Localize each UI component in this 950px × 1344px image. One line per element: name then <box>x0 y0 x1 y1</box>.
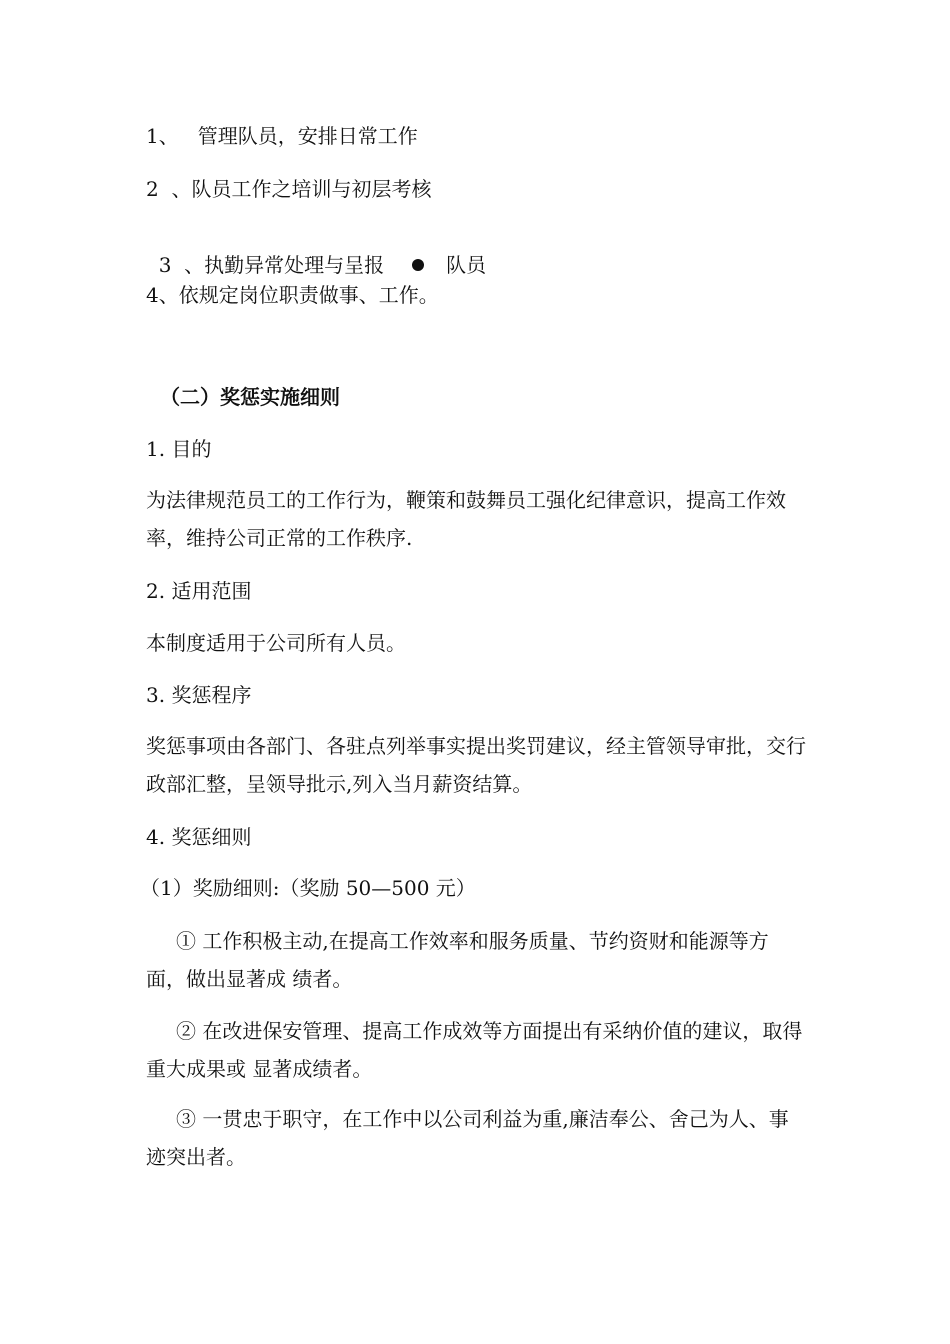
scope-heading: 2. 适用范围 <box>146 579 252 603</box>
duty-item-3-row <box>146 229 486 277</box>
reward-item-2: ② 在改进保安管理、提高工作成效等方面提出有采纳价值的建议，取得重大成果或 显著成绩者。 <box>146 1019 803 1081</box>
purpose-text: 为法律规范员工的工作行为，鞭策和鼓舞员工强化纪律意识，提高工作效率，维持公司正常的工作秩序. <box>146 488 786 550</box>
rules-heading: 4. 奖惩细则 <box>146 825 252 849</box>
duty-item-2: 2 、队员工作之培训与初层考核 <box>146 177 432 201</box>
reward-item-3: ③ 一贯忠于职守，在工作中以公司利益为重,廉洁奉公、舍己为人、事迹突出者。 <box>146 1107 789 1169</box>
duty-item-1: 1、 管理队员，安排日常工作 <box>146 124 418 148</box>
duty-item-3: 3 、执勤异常处理与呈报 <box>158 253 385 277</box>
bullet-icon <box>412 259 424 271</box>
scope-text: 本制度适用于公司所有人员。 <box>146 631 406 655</box>
procedure-heading: 3. 奖惩程序 <box>146 683 252 707</box>
section-title: （二）奖惩实施细则 <box>160 385 340 409</box>
procedure-text: 奖惩事项由各部门、各驻点列举事实提出奖罚建议，经主管领导审批，交行政部汇整，呈领导批示,列入当月薪资结算。 <box>146 734 806 796</box>
reward-heading: （1）奖励细则:（奖励 50—500 元） <box>140 876 476 900</box>
reward-item-1: ① 工作积极主动,在提高工作效率和服务质量、节约资财和能源等方面，做出显著成 绩者。 <box>146 929 769 991</box>
duty-item-3-tail: 队员 <box>446 253 487 277</box>
purpose-heading: 1. 目的 <box>146 437 212 461</box>
duty-item-4: 4、依规定岗位职责做事、工作。 <box>146 283 439 307</box>
